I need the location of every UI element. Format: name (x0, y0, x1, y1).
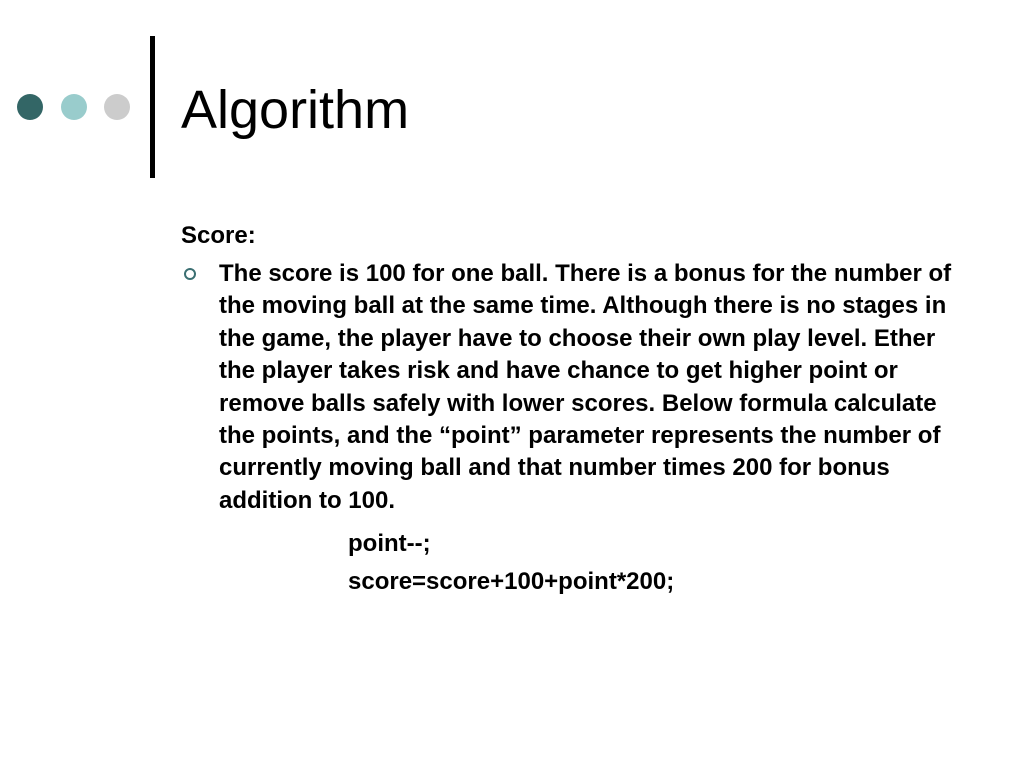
title-divider-bar (150, 36, 155, 178)
bullet-item (181, 258, 981, 517)
hollow-circle-bullet-icon (184, 268, 196, 280)
decorative-dot-gray (104, 94, 130, 120)
code-line-decrement: point--; (348, 530, 431, 558)
slide-body (181, 218, 981, 601)
slide-title: Algorithm (181, 80, 410, 140)
decorative-dot-light (61, 94, 87, 120)
section-label: Score: (181, 222, 256, 249)
decorative-dot-dark (17, 94, 43, 120)
code-line-score-formula: score=score+100+point*200; (348, 568, 675, 596)
bullet-text: The score is 100 for one ball. There is a bonus for the number of the moving ball at the same time. Although there is no stages in the game, the player have to choose their own play level. Ether the player takes risk and have chance to get higher point or remove balls safely with lower scores. Below formula calculate the points, and the “point” parameter represents the number of currently moving ball and that number times 200 for bonus addition to 100. (219, 260, 952, 514)
